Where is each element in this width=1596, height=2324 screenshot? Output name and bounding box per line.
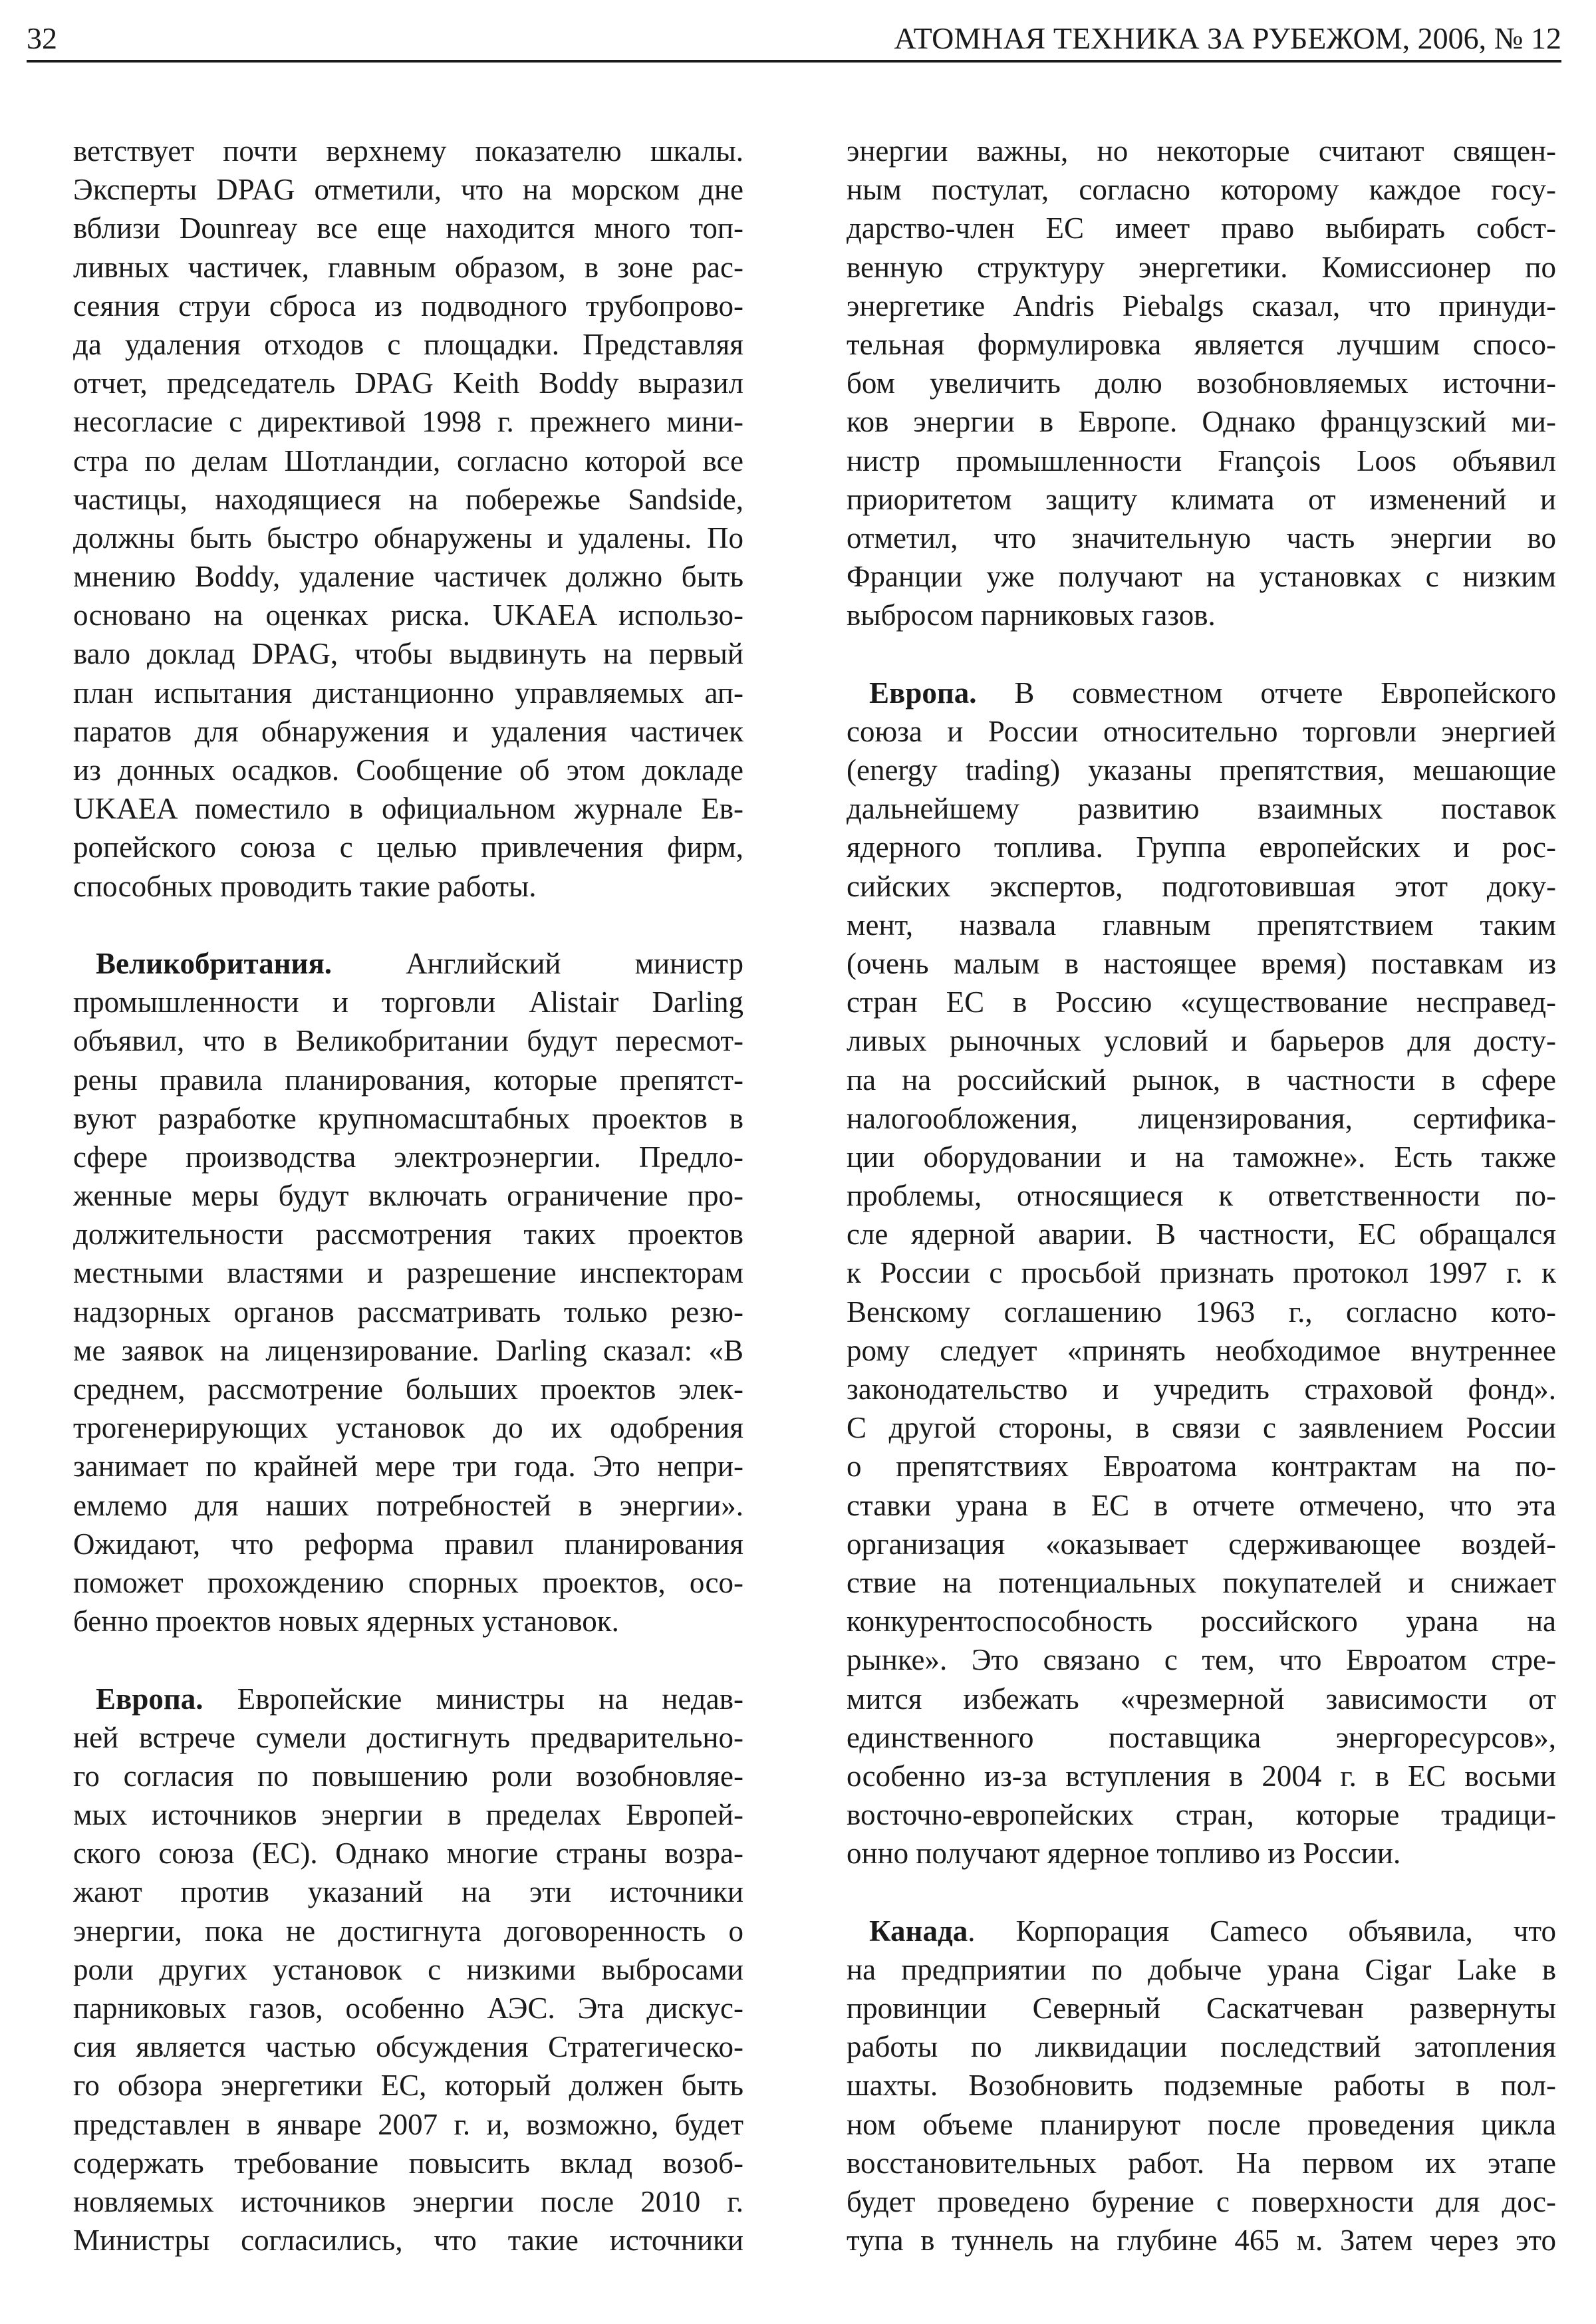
text-line: [73, 132, 743, 170]
line-text: отчет, председатель DPAG Keith Boddy выразил: [73, 366, 743, 400]
text-line: [847, 1989, 1556, 2027]
line-text: ции оборудовании и на таможне». Есть также: [847, 1140, 1556, 1174]
text-line: [847, 1176, 1556, 1215]
text-line: [847, 2027, 1556, 2066]
text-line: [847, 1563, 1556, 1602]
text-line: [847, 170, 1556, 209]
text-line: [73, 1253, 743, 1292]
line-text: па на российский рынок, в частности в сфере: [847, 1063, 1556, 1097]
line-text: (energy trading) указаны препятствия, мешающие: [847, 753, 1556, 787]
line-text: тельная формулировка является лучшим спосо-: [847, 327, 1556, 361]
line-text: бом увеличить долю возобновляемых источни-: [847, 366, 1556, 400]
text-line: [847, 1253, 1556, 1292]
text-line: [73, 480, 743, 519]
text-line: [73, 2182, 743, 2221]
line-text: ского союза (ЕС). Однако многие страны возра-: [73, 1837, 743, 1871]
text-line: [73, 944, 743, 983]
line-text: ном объеме планируют после проведения цикла: [847, 2107, 1556, 2141]
article-paragraph: [847, 674, 1556, 1873]
line-text: сия является частью обсуждения Стратегическо-: [73, 2030, 743, 2064]
line-text: выбросом парниковых газов.: [847, 598, 1216, 632]
line-text: Эксперты DPAG отметили, что на морском дне: [73, 173, 743, 207]
line-text: энергии важны, но некоторые считают священ-: [847, 134, 1556, 168]
text-line: [73, 2066, 743, 2105]
article-paragraph: [73, 1680, 743, 2260]
line-text: восстановительных работ. На первом их этапе: [847, 2146, 1556, 2180]
line-text: мнению Boddy, удаление частичек должно быть: [73, 560, 743, 594]
line-text: особенно из-за вступления в 2004 г. в ЕС восьми: [847, 1759, 1556, 1793]
text-line: [73, 828, 743, 866]
line-text: содержать требование повысить вклад возоб-: [73, 2146, 743, 2180]
text-line: [847, 132, 1556, 170]
text-line: [73, 983, 743, 1021]
line-text: среднем, рассмотрение больших проектов элек-: [73, 1372, 743, 1406]
line-text: энергетике Andris Piebalgs сказал, что принуди-: [847, 289, 1556, 323]
text-line: [73, 1408, 743, 1447]
text-line: [847, 2221, 1556, 2259]
text-line: [73, 2144, 743, 2182]
line-text: ков энергии в Европе. Однако французский ми-: [847, 405, 1556, 439]
line-text: восточно-европейских стран, которые традици-: [847, 1798, 1556, 1832]
line-text: мится избежать «чрезмерной зависимости от: [847, 1682, 1556, 1716]
line-text: женные меры будут включать ограничение про-: [73, 1179, 743, 1213]
text-line: [847, 789, 1556, 828]
text-line: [73, 1563, 743, 1602]
text-line: [847, 1795, 1556, 1834]
article-paragraph: [73, 944, 743, 1640]
text-line: [73, 325, 743, 364]
line-text: ме заявок на лицензирование. Darling сказал: «В: [73, 1333, 743, 1367]
line-text: мых источников энергии в пределах Европей-: [73, 1798, 743, 1832]
running-header-journal-title: АТОМНАЯ ТЕХНИКА ЗА РУБЕЖОМ, 2006, № 12: [894, 21, 1561, 55]
line-text: сле ядерной аварии. В частности, ЕС обращался: [847, 1218, 1556, 1251]
text-line: [73, 1795, 743, 1834]
text-line: [847, 1215, 1556, 1253]
page-number: 32: [27, 21, 57, 55]
line-text: ствие на потенциальных покупателей и снижает: [847, 1565, 1556, 1599]
line-text: Франции уже получают на установках с низким: [847, 560, 1556, 594]
text-line: [847, 519, 1556, 557]
line-text: жают против указаний на эти источники: [73, 1875, 743, 1909]
line-text: занимает по крайней мере три года. Это непри-: [73, 1450, 743, 1484]
header-rule: [27, 60, 1561, 63]
text-line: [847, 906, 1556, 944]
line-text: (очень малым в настоящее время) поставкам из: [847, 946, 1556, 980]
line-text: работы по ликвидации последствий затопления: [847, 2030, 1556, 2064]
line-text: тупа в туннель на глубине 465 м. Затем через это: [847, 2224, 1556, 2258]
line-text: поможет прохождению спорных проектов, осо-: [73, 1565, 743, 1599]
section-lead-heading: Европа.: [96, 1682, 203, 1716]
text-line: [847, 325, 1556, 364]
text-line: [73, 1447, 743, 1485]
text-line: [847, 209, 1556, 247]
right-column: [847, 132, 1556, 2299]
article-paragraph: [847, 1912, 1556, 2260]
line-text: Английский министр: [332, 946, 743, 980]
text-line: [73, 1950, 743, 1989]
line-text: ней встрече сумели достигнуть предварительно-: [73, 1720, 743, 1754]
line-text: ным постулат, согласно которому каждое госу-: [847, 173, 1556, 207]
line-text: роли других установок с низкими выбросами: [73, 1952, 743, 1986]
text-line: [847, 364, 1556, 402]
text-line: [847, 557, 1556, 596]
line-text: законодательство и учредить страховой фонд».: [847, 1372, 1556, 1406]
line-text: UKAEA поместило в официальном журнале Ев-: [73, 792, 743, 826]
text-line: [73, 1989, 743, 2027]
text-line: [73, 2221, 743, 2259]
text-line: [73, 1718, 743, 1757]
line-text: ливных частичек, главным образом, в зоне рас-: [73, 250, 743, 284]
line-text: емлемо для наших потребностей в энергии».: [73, 1488, 743, 1522]
section-lead-heading: Великобритания.: [96, 946, 332, 980]
line-text: вблизи Dounreay все еще находится много топ-: [73, 211, 743, 245]
line-text: должны быть быстро обнаружены и удалены. По: [73, 521, 743, 555]
text-line: [73, 1138, 743, 1176]
text-line: [847, 983, 1556, 1021]
text-line: [847, 1370, 1556, 1408]
text-line: [847, 1834, 1556, 1872]
line-text: С другой стороны, в связи с заявлением России: [847, 1411, 1556, 1445]
text-line: [847, 248, 1556, 287]
line-text: го обзора энергетики ЕС, который должен быть: [73, 2069, 743, 2103]
line-text: . Корпорация Cameco объявила, что: [968, 1914, 1556, 1948]
line-text: налогообложения, лицензирования, сертифика-: [847, 1101, 1556, 1135]
text-line: [847, 1293, 1556, 1331]
text-line: [73, 1061, 743, 1099]
line-text: трогенерирующих установок до их одобрения: [73, 1411, 743, 1445]
text-line: [847, 1408, 1556, 1447]
line-text: к России с просьбой признать протокол 1997 г. к: [847, 1256, 1556, 1290]
text-line: [73, 248, 743, 287]
text-line: [73, 751, 743, 789]
line-text: ливых рыночных условий и барьеров для досту-: [847, 1024, 1556, 1058]
text-line: [73, 789, 743, 828]
text-line: [73, 1757, 743, 1795]
text-line: [73, 287, 743, 325]
text-line: [73, 596, 743, 634]
text-line: [847, 1021, 1556, 1060]
text-line: [847, 1525, 1556, 1563]
text-line: [847, 828, 1556, 866]
line-text: приоритетом защиту климата от изменений и: [847, 482, 1556, 516]
text-line: [847, 1447, 1556, 1485]
line-text: отметил, что значительную часть энергии во: [847, 521, 1556, 555]
line-text: ставки урана в ЕС в отчете отмечено, что эта: [847, 1488, 1556, 1522]
line-text: шахты. Возобновить подземные работы в пол-: [847, 2069, 1556, 2103]
text-line: [73, 364, 743, 402]
text-line: [847, 1757, 1556, 1795]
left-column: [73, 132, 743, 2299]
line-text: промышленности и торговли Alistair Darling: [73, 985, 743, 1019]
article-paragraph: [73, 132, 743, 906]
text-line: [847, 674, 1556, 712]
line-text: вало доклад DPAG, чтобы выдвинуть на первый: [73, 637, 743, 671]
line-text: паратов для обнаружения и удаления частичек: [73, 714, 743, 748]
line-text: дарство-член ЕС имеет право выбирать собст-: [847, 211, 1556, 245]
line-text: Министры согласились, что такие источники: [73, 2224, 743, 2258]
line-text: план испытания дистанционно управляемых ап-: [73, 676, 743, 710]
text-line: [73, 170, 743, 209]
text-line: [73, 1215, 743, 1253]
text-line: [73, 634, 743, 673]
text-line: [847, 1331, 1556, 1370]
line-text: из донных осадков. Сообщение об этом докладе: [73, 753, 743, 787]
text-line: [73, 442, 743, 480]
text-line: [73, 1293, 743, 1331]
text-line: [847, 287, 1556, 325]
text-line: [73, 1680, 743, 1718]
line-text: единственного поставщика энергоресурсов»,: [847, 1720, 1556, 1754]
text-line: [73, 2027, 743, 2066]
line-text: бенно проектов новых ядерных установок.: [73, 1605, 619, 1638]
article-paragraph: [847, 132, 1556, 634]
text-line: [847, 1718, 1556, 1757]
text-line: [847, 1602, 1556, 1640]
text-line: [73, 712, 743, 751]
text-line: [73, 1331, 743, 1370]
line-text: должительности рассмотрения таких проектов: [73, 1218, 743, 1251]
text-line: [847, 1138, 1556, 1176]
line-text: основано на оценках риска. UKAEA использо-: [73, 598, 743, 632]
line-text: рены правила планирования, которые препятст-: [73, 1063, 743, 1097]
line-text: энергии, пока не достигнута договоренность о: [73, 1914, 743, 1948]
text-line: [73, 1370, 743, 1408]
text-line: [847, 402, 1556, 441]
text-line: [847, 1061, 1556, 1099]
line-text: будет проведено бурение с поверхности для дос-: [847, 2184, 1556, 2218]
section-lead-heading: Европа.: [869, 676, 977, 710]
text-line: [847, 944, 1556, 983]
text-line: [847, 596, 1556, 634]
text-line: [73, 674, 743, 712]
text-line: [847, 2182, 1556, 2221]
text-line: [847, 2066, 1556, 2105]
line-text: Ожидают, что реформа правил планирования: [73, 1527, 743, 1561]
line-text: стран ЕС в Россию «существование несправед-: [847, 985, 1556, 1019]
line-text: организация «оказывает сдерживающее воздей-: [847, 1527, 1556, 1561]
line-text: венную структуру энергетики. Комиссионер по: [847, 250, 1556, 284]
text-line: [847, 1640, 1556, 1679]
line-text: мент, назвала главным препятствием таким: [847, 908, 1556, 942]
text-line: [847, 2105, 1556, 2144]
line-text: ядерного топлива. Группа европейских и рос-: [847, 831, 1556, 864]
text-line: [847, 867, 1556, 906]
line-text: сийских экспертов, подготовившая этот доку-: [847, 869, 1556, 903]
line-text: го согласия по повышению роли возобновляе-: [73, 1759, 743, 1793]
text-line: [847, 480, 1556, 519]
text-line: [73, 1021, 743, 1060]
line-text: стра по делам Шотландии, согласно которой все: [73, 444, 743, 477]
text-line: [73, 1176, 743, 1215]
line-text: дальнейшему развитию взаимных поставок: [847, 792, 1556, 826]
line-text: В совместном отчете Европейского: [976, 676, 1556, 710]
line-text: парниковых газов, особенно АЭС. Эта дискус-: [73, 1992, 743, 2025]
line-text: рынке». Это связано с тем, что Евроатом стре-: [847, 1643, 1556, 1677]
text-line: [73, 1099, 743, 1138]
text-line: [847, 1912, 1556, 1950]
line-text: ветствует почти верхнему показателю шкалы.: [73, 134, 743, 168]
text-line: [73, 1602, 743, 1640]
text-line: [73, 209, 743, 247]
text-line: [847, 712, 1556, 751]
text-line: [73, 1525, 743, 1563]
line-text: несогласие с директивой 1998 г. прежнего мини-: [73, 405, 743, 439]
line-text: сфере производства электроэнергии. Предло-: [73, 1140, 743, 1174]
text-line: [847, 1950, 1556, 1989]
line-text: да удаления отходов с площадки. Представляя: [73, 327, 743, 361]
line-text: провинции Северный Саскатчеван развернуты: [847, 1992, 1556, 2025]
text-line: [73, 2105, 743, 2144]
line-text: на предприятии по добыче урана Cigar Lake в: [847, 1952, 1556, 1986]
text-line: [847, 1486, 1556, 1525]
line-text: проблемы, относящиеся к ответственности по-: [847, 1179, 1556, 1213]
line-text: представлен в январе 2007 г. и, возможно, будет: [73, 2107, 743, 2141]
line-text: надзорных органов рассматривать только резю-: [73, 1295, 743, 1329]
text-line: [847, 442, 1556, 480]
line-text: ропейского союза с целью привлечения фирм,: [73, 831, 743, 864]
line-text: нистр промышленности François Loos объявил: [847, 444, 1556, 477]
text-line: [847, 1099, 1556, 1138]
line-text: о препятствиях Евроатома контрактам на по-: [847, 1450, 1556, 1484]
line-text: местными властями и разрешение инспекторам: [73, 1256, 743, 1290]
text-line: [847, 1680, 1556, 1718]
line-text: способных проводить такие работы.: [73, 869, 537, 903]
text-line: [73, 519, 743, 557]
text-line: [73, 1834, 743, 1872]
text-line: [73, 1486, 743, 1525]
section-lead-heading: Канада: [869, 1914, 968, 1948]
text-line: [847, 2144, 1556, 2182]
line-text: онно получают ядерное топливо из России.: [847, 1837, 1401, 1871]
text-line: [73, 867, 743, 906]
line-text: сеяния струи сброса из подводного трубопрово-: [73, 289, 743, 323]
line-text: конкурентоспособность российского урана на: [847, 1605, 1556, 1638]
text-line: [847, 751, 1556, 789]
text-line: [73, 1912, 743, 1950]
line-text: новляемых источников энергии после 2010 г.: [73, 2184, 743, 2218]
line-text: Венскому соглашению 1963 г., согласно кото-: [847, 1295, 1556, 1329]
text-line: [73, 557, 743, 596]
line-text: объявил, что в Великобритании будут пересмот-: [73, 1024, 743, 1058]
line-text: Европейские министры на недав-: [203, 1682, 743, 1716]
line-text: рому следует «принять необходимое внутреннее: [847, 1333, 1556, 1367]
text-line: [73, 1872, 743, 1911]
text-line: [73, 402, 743, 441]
line-text: союза и России относительно торговли энергией: [847, 714, 1556, 748]
line-text: вуют разработке крупномасштабных проектов в: [73, 1101, 743, 1135]
line-text: частицы, находящиеся на побережье Sandside,: [73, 482, 743, 516]
